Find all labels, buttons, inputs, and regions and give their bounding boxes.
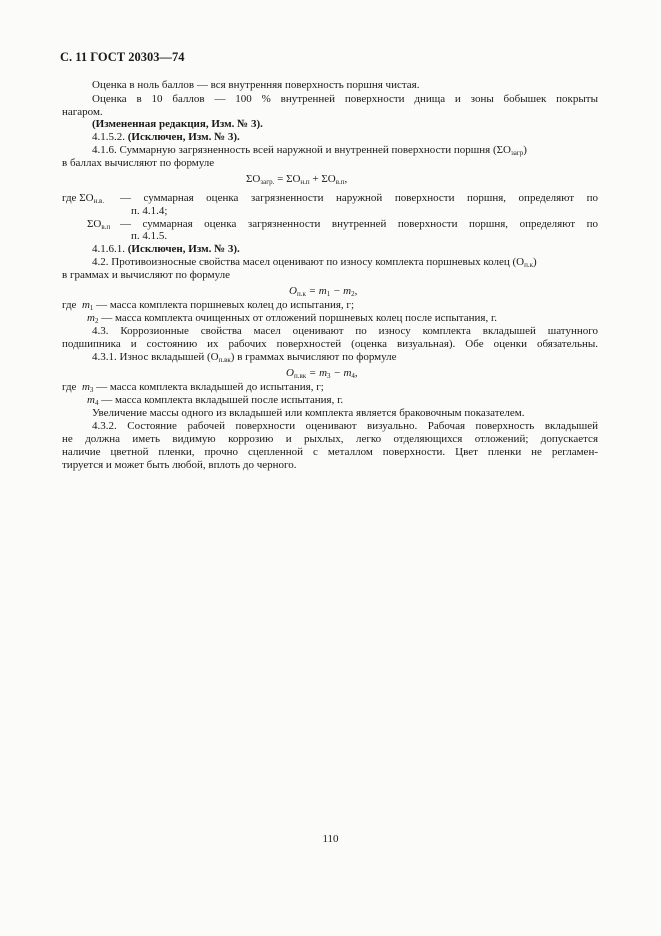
formula-part: = ΣО: [274, 173, 301, 185]
where-sum-outer-ref: п. 4.1.4;: [131, 205, 168, 217]
where-sum-outer-label: [62, 192, 104, 208]
symbol: ΣО: [87, 218, 102, 230]
clause-text: (Исключен, Изм. № 3).: [127, 243, 240, 255]
subscript: п.к: [296, 290, 306, 298]
subscript: 2: [351, 290, 355, 298]
clause-text: (Исключен, Изм. № 3).: [127, 131, 240, 143]
formula-part: ,: [354, 367, 358, 379]
clause-4-3-2: 4.3.2. Состояние рабочей поверхности оценивают визуально. Рабочая поверхность вкладышей: [92, 420, 598, 432]
clause-text: 4.1.6. Суммарную загрязненность всей наружной и внутренней поверхности поршня (ΣО: [92, 144, 511, 156]
subscript: п.к: [524, 261, 534, 269]
formula-part: ,: [354, 285, 358, 297]
subscript: загр: [510, 149, 524, 157]
symbol: m: [81, 299, 90, 311]
clause-number: 4.1.6.1.: [92, 243, 125, 255]
subscript: в.п: [101, 223, 111, 231]
subscript: п.вк: [293, 372, 307, 380]
subscript: н.п: [300, 178, 310, 186]
formula-part: ,: [344, 173, 348, 185]
formula-part: = m: [305, 285, 327, 297]
subscript: 2: [94, 317, 99, 325]
definition: — масса комплекта вкладышей после испытания, г.: [98, 394, 344, 406]
subscript: в.п: [335, 178, 345, 186]
definition: — масса комплекта поршневых колец до испытания, г;: [93, 299, 355, 311]
clause-4-3-cont: подшипника и состоянию их рабочих поверхностей (оценка визуальная). Обе оценки обязательны.: [62, 338, 598, 350]
where-word: где: [62, 381, 77, 393]
where-sum-outer-desc: — суммарная оценка загрязненности наружной поверхности поршня, определяют по: [120, 192, 598, 204]
symbol: m: [81, 381, 90, 393]
clause-4-3-2-cont1: не должна иметь видимую коррозию и рыхлых, легко отделяющихся отложений; допускается: [62, 433, 598, 445]
clause-4-3-1: [92, 351, 397, 367]
paragraph-ten-score-cont: нагаром.: [62, 106, 103, 118]
formula-part: − m: [330, 367, 352, 379]
formula-total-deposits: [246, 173, 347, 189]
formula-part: О: [289, 285, 297, 297]
subscript: п.вк: [218, 356, 231, 364]
where-sum-inner-desc: — суммарная оценка загрязненности внутренней поверхности поршня, определяют по: [120, 218, 598, 230]
paragraph-ten-score: Оценка в 10 баллов — 100 % внутренней поверхности днища и зоны бобышек покрыты: [92, 93, 598, 105]
page-header: С. 11 ГОСТ 20303—74: [60, 50, 185, 64]
symbol: где ΣО: [62, 192, 94, 204]
formula-part: ΣО: [246, 173, 261, 185]
subscript: 4: [94, 399, 99, 407]
where-sum-inner-label: [87, 218, 110, 234]
formula-part: О: [286, 367, 294, 379]
symbol: m: [87, 394, 95, 406]
clause-text: 4.3.1. Износ вкладышей (О: [92, 351, 219, 363]
subscript: 3: [89, 386, 94, 394]
clause-4-1-6-1: [92, 243, 240, 256]
where-word: где: [62, 299, 77, 311]
subscript: 4: [351, 372, 355, 380]
subscript: н.в.: [93, 197, 105, 205]
clause-4-3-2-cont3: тируется и может быть любой, вплоть до черного.: [62, 459, 297, 471]
subscript: 1: [326, 290, 331, 298]
definition: — масса комплекта вкладышей до испытания, г;: [93, 381, 324, 393]
clause-4-3: 4.3. Коррозионные свойства масел оценивают по износу комплекта вкладышей шатунного: [92, 325, 598, 337]
where-sum-inner-ref: п. 4.1.5.: [131, 230, 168, 242]
subscript: загр.: [260, 178, 275, 186]
clause-number: 4.1.5.2.: [92, 131, 125, 143]
formula-part: + ΣО: [309, 173, 336, 185]
clause-4-1-6-cont: в баллах вычисляют по формуле: [62, 157, 215, 169]
bracket: ): [533, 256, 537, 268]
rejection-note: Увеличение массы одного из вкладышей или комплекта является браковочным показателем.: [92, 407, 525, 419]
page-number: 110: [322, 833, 339, 845]
clause-text: 4.2. Противоизносные свойства масел оценивают по износу комплекта поршневых колец (О: [92, 256, 525, 268]
subscript: 1: [89, 304, 94, 312]
clause-4-2-cont: в граммах и вычисляют по формуле: [62, 269, 230, 281]
paragraph-zero-score: Оценка в ноль баллов — вся внутренняя поверхность поршня чистая.: [92, 79, 420, 91]
bracket: ): [523, 144, 527, 156]
clause-4-3-2-cont2: наличие цветной пленки, прочно сцепленной с металлом поверхности. Цвет пленки не регламен-: [62, 446, 598, 458]
formula-part: − m: [330, 285, 352, 297]
definition: — масса комплекта очищенных от отложений поршневых колец после испытания, г.: [98, 312, 497, 324]
symbol: m: [87, 312, 95, 324]
formula-part: = m: [306, 367, 328, 379]
subscript: 3: [327, 372, 331, 380]
clause-4-1-5-2: [92, 131, 240, 144]
clause-text: ) в граммах вычисляют по формуле: [230, 351, 397, 363]
amendment-note: (Измененная редакция, Изм. № 3).: [92, 118, 263, 130]
